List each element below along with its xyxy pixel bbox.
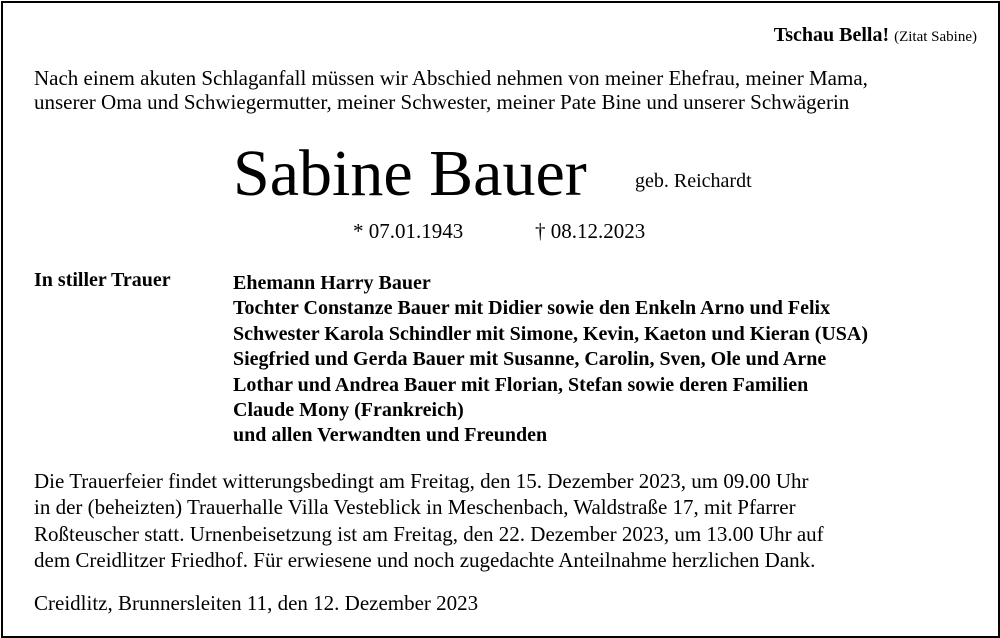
service-line: in der (beheizten) Trauerhalle Villa Vesteblick in Meschenbach, Waldstraße 17, mit Pfarrer (34, 495, 796, 520)
mourner-line: Tochter Constanze Bauer mit Didier sowie den Enkeln Arno und Felix (233, 297, 831, 320)
birth-date: * 07.01.1943 (353, 219, 464, 243)
motto-citation: (Zitat Sabine) (894, 29, 977, 45)
place-and-date: Creidlitz, Brunnersleiten 11, den 12. Dezember 2023 (34, 591, 479, 615)
service-line: dem Creidlitzer Friedhof. Für erwiesene und noch zugedachte Anteilnahme herzlichen Dank. (34, 548, 816, 573)
mourner-line: Schwester Karola Schindler mit Simone, Kevin, Kaeton und Kieran (USA) (233, 322, 869, 345)
intro-text (34, 66, 868, 114)
service-line: Die Trauerfeier findet witterungsbedingt am Freitag, den 15. Dezember 2023, um 09.00 Uhr (34, 469, 809, 493)
motto (774, 24, 977, 47)
mourner-line: Lothar und Andrea Bauer mit Florian, Stefan sowie deren Familien (233, 373, 809, 396)
mourner-line: Ehemann Harry Bauer (233, 272, 431, 294)
mourning-label: In stiller Trauer (34, 269, 171, 291)
mourner-line: Siegfried und Gerda Bauer mit Susanne, Carolin, Sven, Ole und Arne (233, 348, 827, 371)
birth-name: geb. Reichardt (635, 170, 752, 192)
intro-line: unserer Oma und Schwiegermutter, meiner Schwester, meiner Pate Bine und unserer Schwägerin (34, 90, 850, 114)
mourners-list (233, 271, 868, 449)
death-date: † 08.12.2023 (535, 219, 646, 243)
obituary-notice (1, 1, 1000, 638)
mourner-line: Claude Mony (Frankreich) (233, 399, 464, 422)
deceased-name: Sabine Bauer (233, 137, 587, 210)
mourner-line: und allen Verwandten und Freunden (233, 424, 548, 447)
service-line: Roßteuscher statt. Urnenbeisetzung ist am Freitag, den 22. Dezember 2023, um 13.00 Uhr auf (34, 521, 824, 546)
motto-text: Tschau Bella! (773, 24, 890, 46)
service-details (34, 468, 824, 574)
intro-line: Nach einem akuten Schlaganfall müssen wir Abschied nehmen von meiner Ehefrau, meiner Mama, (34, 66, 868, 90)
